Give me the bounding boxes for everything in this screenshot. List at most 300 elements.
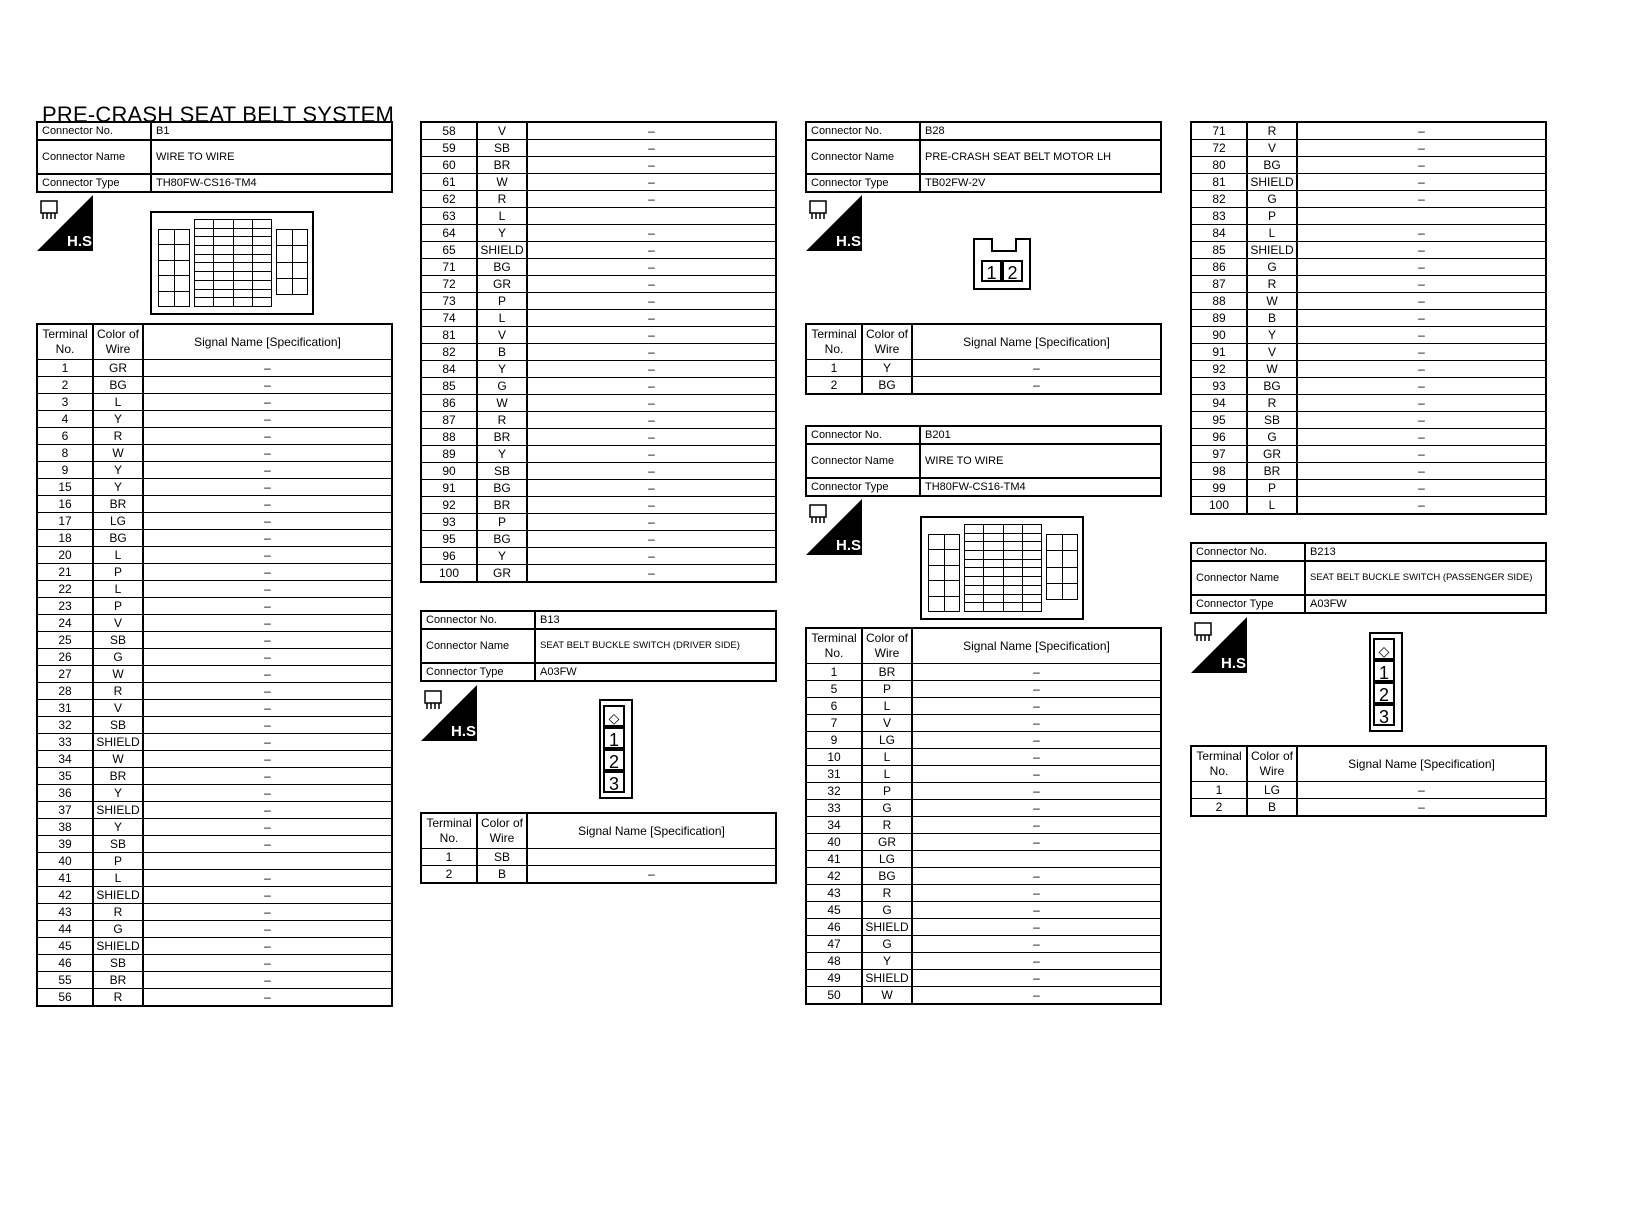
terminal-row (37, 615, 392, 632)
terminal-row (421, 327, 776, 344)
wire-color: SB (93, 717, 143, 734)
terminal-no: 42 (806, 868, 862, 885)
harness-side-icon (806, 499, 866, 555)
signal-name: – (527, 446, 776, 463)
terminal-no: 88 (1191, 293, 1247, 310)
wire-color: SB (477, 463, 527, 480)
terminal-row (806, 783, 1161, 800)
terminal-row (421, 429, 776, 446)
terminal-no: 33 (806, 800, 862, 817)
terminal-row (421, 157, 776, 174)
terminal-no: 58 (421, 122, 477, 140)
signal-name: – (527, 259, 776, 276)
wire-color: P (862, 783, 912, 800)
terminal-row (37, 785, 392, 802)
signal-name: – (1297, 782, 1546, 799)
signal-name: – (143, 649, 392, 666)
signal-name: – (912, 715, 1161, 732)
wire-color: W (93, 751, 143, 768)
wire-color: SHIELD (1247, 242, 1297, 259)
terminal-no: 65 (421, 242, 477, 259)
wire-color: Y (93, 479, 143, 496)
wire-color: BG (862, 377, 912, 395)
signal-name: – (1297, 293, 1546, 310)
pin-grid-left (158, 229, 190, 307)
connector-b201-terminal-table (805, 627, 1162, 1005)
header-terminal-no: Terminal No. (1191, 746, 1247, 782)
signal-name: – (527, 140, 776, 157)
connector-b13-cavity-diagram (599, 699, 633, 799)
wire-color: SHIELD (862, 970, 912, 987)
terminal-row (421, 497, 776, 514)
wire-color: V (862, 715, 912, 732)
terminal-row (421, 276, 776, 293)
signal-name: – (1297, 446, 1546, 463)
svg-text:H.S.: H.S. (1221, 655, 1251, 672)
signal-name: – (527, 497, 776, 514)
terminal-row (37, 394, 392, 411)
pin-grid-right (1046, 534, 1078, 600)
wire-color: B (477, 344, 527, 361)
connector-b213-cavity-diagram (1369, 632, 1403, 732)
terminal-row (1191, 799, 1546, 817)
terminal-no: 64 (421, 225, 477, 242)
terminal-row (37, 989, 392, 1007)
signal-name: – (1297, 344, 1546, 361)
wire-color: G (1247, 191, 1297, 208)
wire-color: L (1247, 497, 1297, 515)
terminal-no: 90 (421, 463, 477, 480)
header-signal-name: Signal Name [Specification] (912, 324, 1161, 360)
terminal-no: 71 (1191, 122, 1247, 140)
terminal-row (806, 970, 1161, 987)
terminal-no: 85 (1191, 242, 1247, 259)
terminal-no: 2 (1191, 799, 1247, 817)
terminal-no: 45 (806, 902, 862, 919)
terminal-no: 25 (37, 632, 93, 649)
signal-name: – (527, 514, 776, 531)
cavity-1: 1 (1373, 660, 1395, 682)
terminal-row (37, 377, 392, 394)
terminal-no: 95 (1191, 412, 1247, 429)
terminal-row (37, 717, 392, 734)
terminal-no: 16 (37, 496, 93, 513)
signal-name: – (143, 411, 392, 428)
harness-side-icon (421, 685, 481, 741)
terminal-no: 6 (37, 428, 93, 445)
wire-color: B (1247, 799, 1297, 817)
terminal-no: 90 (1191, 327, 1247, 344)
wire-color: BR (93, 496, 143, 513)
terminal-row (421, 378, 776, 395)
signal-name: – (527, 344, 776, 361)
wire-color: R (93, 683, 143, 700)
terminal-row (421, 531, 776, 548)
wire-color: V (477, 122, 527, 140)
wire-color: BG (477, 531, 527, 548)
terminal-row (37, 445, 392, 462)
label-connector-name: Connector Name (421, 629, 535, 663)
connector-type-value: TH80FW-CS16-TM4 (920, 478, 1161, 496)
pin-grid-center (194, 219, 272, 307)
terminal-row (1191, 293, 1546, 310)
terminal-row (421, 412, 776, 429)
header-terminal-no: Terminal No. (806, 324, 862, 360)
terminal-row (806, 377, 1161, 395)
terminal-row (806, 664, 1161, 681)
terminal-row (1191, 446, 1546, 463)
terminal-no: 72 (421, 276, 477, 293)
terminal-row (37, 530, 392, 547)
wire-color: Y (93, 819, 143, 836)
signal-name: – (527, 361, 776, 378)
signal-name: – (527, 327, 776, 344)
wire-color: SHIELD (862, 919, 912, 936)
wire-color: G (1247, 259, 1297, 276)
terminal-row (1191, 208, 1546, 225)
wire-color: L (1247, 225, 1297, 242)
terminal-row (806, 732, 1161, 749)
signal-name: – (143, 717, 392, 734)
wire-color: G (862, 936, 912, 953)
signal-name: – (1297, 480, 1546, 497)
wire-color: Y (862, 360, 912, 377)
signal-name: – (527, 866, 776, 884)
signal-name: – (527, 242, 776, 259)
wire-color: SHIELD (1247, 174, 1297, 191)
terminal-no: 93 (421, 514, 477, 531)
label-connector-type: Connector Type (1191, 595, 1305, 613)
terminal-no: 41 (806, 851, 862, 868)
signal-name: – (912, 987, 1161, 1005)
signal-name: – (1297, 310, 1546, 327)
connector-no-value: B28 (920, 122, 1161, 140)
terminal-row (37, 836, 392, 853)
terminal-row (1191, 361, 1546, 378)
connector-b28-info (805, 121, 1162, 193)
signal-name: – (143, 615, 392, 632)
connector-b1-info (36, 121, 393, 193)
terminal-row (806, 885, 1161, 902)
signal-name: – (1297, 191, 1546, 208)
terminal-no: 85 (421, 378, 477, 395)
terminal-no: 31 (37, 700, 93, 717)
wire-color: G (862, 800, 912, 817)
wire-color: P (1247, 480, 1297, 497)
terminal-row (37, 360, 392, 377)
terminal-no: 36 (37, 785, 93, 802)
header-color-of-wire: Color of Wire (862, 628, 912, 664)
label-connector-type: Connector Type (37, 174, 151, 192)
wire-color: P (1247, 208, 1297, 225)
wire-color: BG (1247, 157, 1297, 174)
terminal-no: 31 (806, 766, 862, 783)
signal-name: – (1297, 429, 1546, 446)
signal-name: – (1297, 225, 1546, 242)
signal-name: – (1297, 327, 1546, 344)
wire-color: BR (93, 972, 143, 989)
terminal-no: 18 (37, 530, 93, 547)
terminal-row (1191, 225, 1546, 242)
signal-name: – (143, 530, 392, 547)
connector-b1-face-diagram (150, 211, 314, 315)
wire-color: R (1247, 276, 1297, 293)
label-connector-no: Connector No. (37, 122, 151, 140)
wire-color: BG (1247, 378, 1297, 395)
signal-name: – (143, 564, 392, 581)
signal-name: – (143, 632, 392, 649)
page-title: PRE-CRASH SEAT BELT SYSTEM (42, 102, 394, 127)
signal-name: – (1297, 463, 1546, 480)
terminal-no: 46 (806, 919, 862, 936)
terminal-no: 17 (37, 513, 93, 530)
terminal-row (37, 564, 392, 581)
wire-color: SB (93, 836, 143, 853)
terminal-no: 87 (421, 412, 477, 429)
terminal-row (37, 496, 392, 513)
header-signal-name: Signal Name [Specification] (527, 813, 776, 849)
terminal-no: 7 (806, 715, 862, 732)
signal-name: – (143, 887, 392, 904)
wire-color: SB (477, 140, 527, 157)
signal-name: – (143, 904, 392, 921)
connector-b213-info (1190, 542, 1547, 614)
terminal-no: 24 (37, 615, 93, 632)
terminal-row (1191, 242, 1546, 259)
signal-name: – (912, 766, 1161, 783)
terminal-no: 40 (806, 834, 862, 851)
terminal-row (421, 122, 776, 140)
signal-name: – (912, 783, 1161, 800)
signal-name: – (143, 445, 392, 462)
wire-color: G (93, 649, 143, 666)
signal-name: – (143, 921, 392, 938)
signal-name: – (912, 732, 1161, 749)
cavity-2: 2 (603, 749, 625, 771)
signal-name: – (912, 800, 1161, 817)
signal-name (1297, 208, 1546, 225)
signal-name: – (527, 395, 776, 412)
terminal-row (37, 819, 392, 836)
terminal-no: 32 (37, 717, 93, 734)
terminal-row (421, 361, 776, 378)
label-connector-no: Connector No. (806, 426, 920, 444)
wire-color: L (93, 581, 143, 598)
terminal-row (421, 548, 776, 565)
header-signal-name: Signal Name [Specification] (912, 628, 1161, 664)
signal-name: – (527, 157, 776, 174)
signal-name: – (527, 276, 776, 293)
signal-name: – (143, 955, 392, 972)
terminal-no: 48 (806, 953, 862, 970)
signal-name: – (143, 768, 392, 785)
wire-color: R (862, 885, 912, 902)
wire-color: R (93, 904, 143, 921)
connector-b13-info (420, 610, 777, 682)
header-color-of-wire: Color of Wire (477, 813, 527, 849)
terminal-row (37, 462, 392, 479)
cavity-2: 2 (1373, 682, 1395, 704)
wire-color: R (1247, 122, 1297, 140)
wire-color: GR (93, 360, 143, 377)
signal-name: – (912, 970, 1161, 987)
header-color-of-wire: Color of Wire (862, 324, 912, 360)
terminal-row (806, 919, 1161, 936)
terminal-no: 2 (806, 377, 862, 395)
signal-name: – (527, 122, 776, 140)
terminal-no: 15 (37, 479, 93, 496)
terminal-row (1191, 327, 1546, 344)
pin-grid-left (928, 534, 960, 612)
wire-color: BG (477, 259, 527, 276)
terminal-row (37, 938, 392, 955)
terminal-row (37, 683, 392, 700)
signal-name (912, 851, 1161, 868)
wire-color: L (93, 870, 143, 887)
terminal-no: 89 (1191, 310, 1247, 327)
terminal-row (806, 834, 1161, 851)
signal-name: – (912, 664, 1161, 681)
connector-b1-terminal-table (36, 323, 393, 1007)
wire-color: Y (93, 411, 143, 428)
terminal-no: 1 (1191, 782, 1247, 799)
terminal-no: 86 (1191, 259, 1247, 276)
wire-color: LG (1247, 782, 1297, 799)
terminal-no: 5 (806, 681, 862, 698)
terminal-row (37, 972, 392, 989)
signal-name: – (527, 310, 776, 327)
terminal-row (37, 904, 392, 921)
connector-no-value: B1 (151, 122, 392, 140)
wire-color: P (862, 681, 912, 698)
signal-name: – (527, 225, 776, 242)
terminal-row (806, 766, 1161, 783)
terminal-no: 81 (1191, 174, 1247, 191)
terminal-no: 89 (421, 446, 477, 463)
terminal-row (806, 715, 1161, 732)
wire-color: L (862, 766, 912, 783)
terminal-no: 92 (1191, 361, 1247, 378)
wire-color: L (477, 208, 527, 225)
terminal-row (421, 866, 776, 884)
signal-name: – (527, 293, 776, 310)
terminal-no: 21 (37, 564, 93, 581)
signal-name: – (1297, 276, 1546, 293)
signal-name: – (912, 936, 1161, 953)
terminal-no: 49 (806, 970, 862, 987)
terminal-no: 10 (806, 749, 862, 766)
signal-name: – (912, 749, 1161, 766)
label-connector-name: Connector Name (806, 444, 920, 478)
terminal-no: 55 (37, 972, 93, 989)
wire-color: SHIELD (93, 938, 143, 955)
terminal-no: 46 (37, 955, 93, 972)
terminal-row (421, 395, 776, 412)
wire-color: W (93, 445, 143, 462)
signal-name: – (912, 868, 1161, 885)
terminal-no: 83 (1191, 208, 1247, 225)
terminal-row (37, 479, 392, 496)
wire-color: V (93, 700, 143, 717)
terminal-no: 60 (421, 157, 477, 174)
svg-text:H.S.: H.S. (451, 723, 481, 740)
terminal-no: 4 (37, 411, 93, 428)
terminal-row (37, 700, 392, 717)
key-diamond-icon: ◇ (1373, 638, 1395, 660)
wire-color: P (93, 564, 143, 581)
wire-color: Y (477, 446, 527, 463)
label-connector-name: Connector Name (1191, 561, 1305, 595)
signal-name: – (527, 463, 776, 480)
signal-name: – (143, 428, 392, 445)
terminal-row (37, 428, 392, 445)
wire-color: Y (477, 225, 527, 242)
terminal-no: 3 (37, 394, 93, 411)
wire-color: W (93, 666, 143, 683)
signal-name: – (1297, 412, 1546, 429)
connector-name-value: SEAT BELT BUCKLE SWITCH (PASSENGER SIDE) (1305, 561, 1546, 595)
terminal-row (421, 565, 776, 583)
terminal-row (806, 902, 1161, 919)
connector-b201-face-diagram (920, 516, 1084, 620)
wire-color: BG (477, 480, 527, 497)
connector-b201-terminal-table-continued (1190, 121, 1547, 515)
terminal-no: 1 (421, 849, 477, 866)
label-connector-type: Connector Type (421, 663, 535, 681)
terminal-row (421, 191, 776, 208)
terminal-no: 100 (421, 565, 477, 583)
signal-name: – (1297, 361, 1546, 378)
key-diamond-icon: ◇ (603, 705, 625, 727)
pin-grid-right (276, 229, 308, 295)
wire-color: GR (1247, 446, 1297, 463)
terminal-row (1191, 174, 1546, 191)
harness-side-icon (37, 195, 97, 251)
terminal-row (37, 870, 392, 887)
signal-name: – (143, 785, 392, 802)
terminal-row (1191, 378, 1546, 395)
terminal-row (806, 817, 1161, 834)
terminal-row (1191, 259, 1546, 276)
signal-name: – (143, 683, 392, 700)
wire-color: Y (477, 361, 527, 378)
terminal-no: 47 (806, 936, 862, 953)
terminal-no: 74 (421, 310, 477, 327)
wire-color: P (477, 514, 527, 531)
terminal-no: 1 (806, 664, 862, 681)
terminal-no: 56 (37, 989, 93, 1007)
signal-name: – (143, 666, 392, 683)
terminal-no: 1 (37, 360, 93, 377)
wire-color: B (1247, 310, 1297, 327)
wire-color: SHIELD (93, 734, 143, 751)
terminal-no: 22 (37, 581, 93, 598)
terminal-row (37, 734, 392, 751)
terminal-row (421, 140, 776, 157)
terminal-no: 91 (421, 480, 477, 497)
header-terminal-no: Terminal No. (37, 324, 93, 360)
wire-color: LG (862, 851, 912, 868)
terminal-row (37, 666, 392, 683)
signal-name: – (143, 734, 392, 751)
wire-color: P (93, 598, 143, 615)
wire-color: Y (1247, 327, 1297, 344)
terminal-no: 2 (421, 866, 477, 884)
terminal-no: 1 (806, 360, 862, 377)
label-connector-no: Connector No. (1191, 543, 1305, 561)
terminal-no: 84 (421, 361, 477, 378)
label-connector-type: Connector Type (806, 478, 920, 496)
